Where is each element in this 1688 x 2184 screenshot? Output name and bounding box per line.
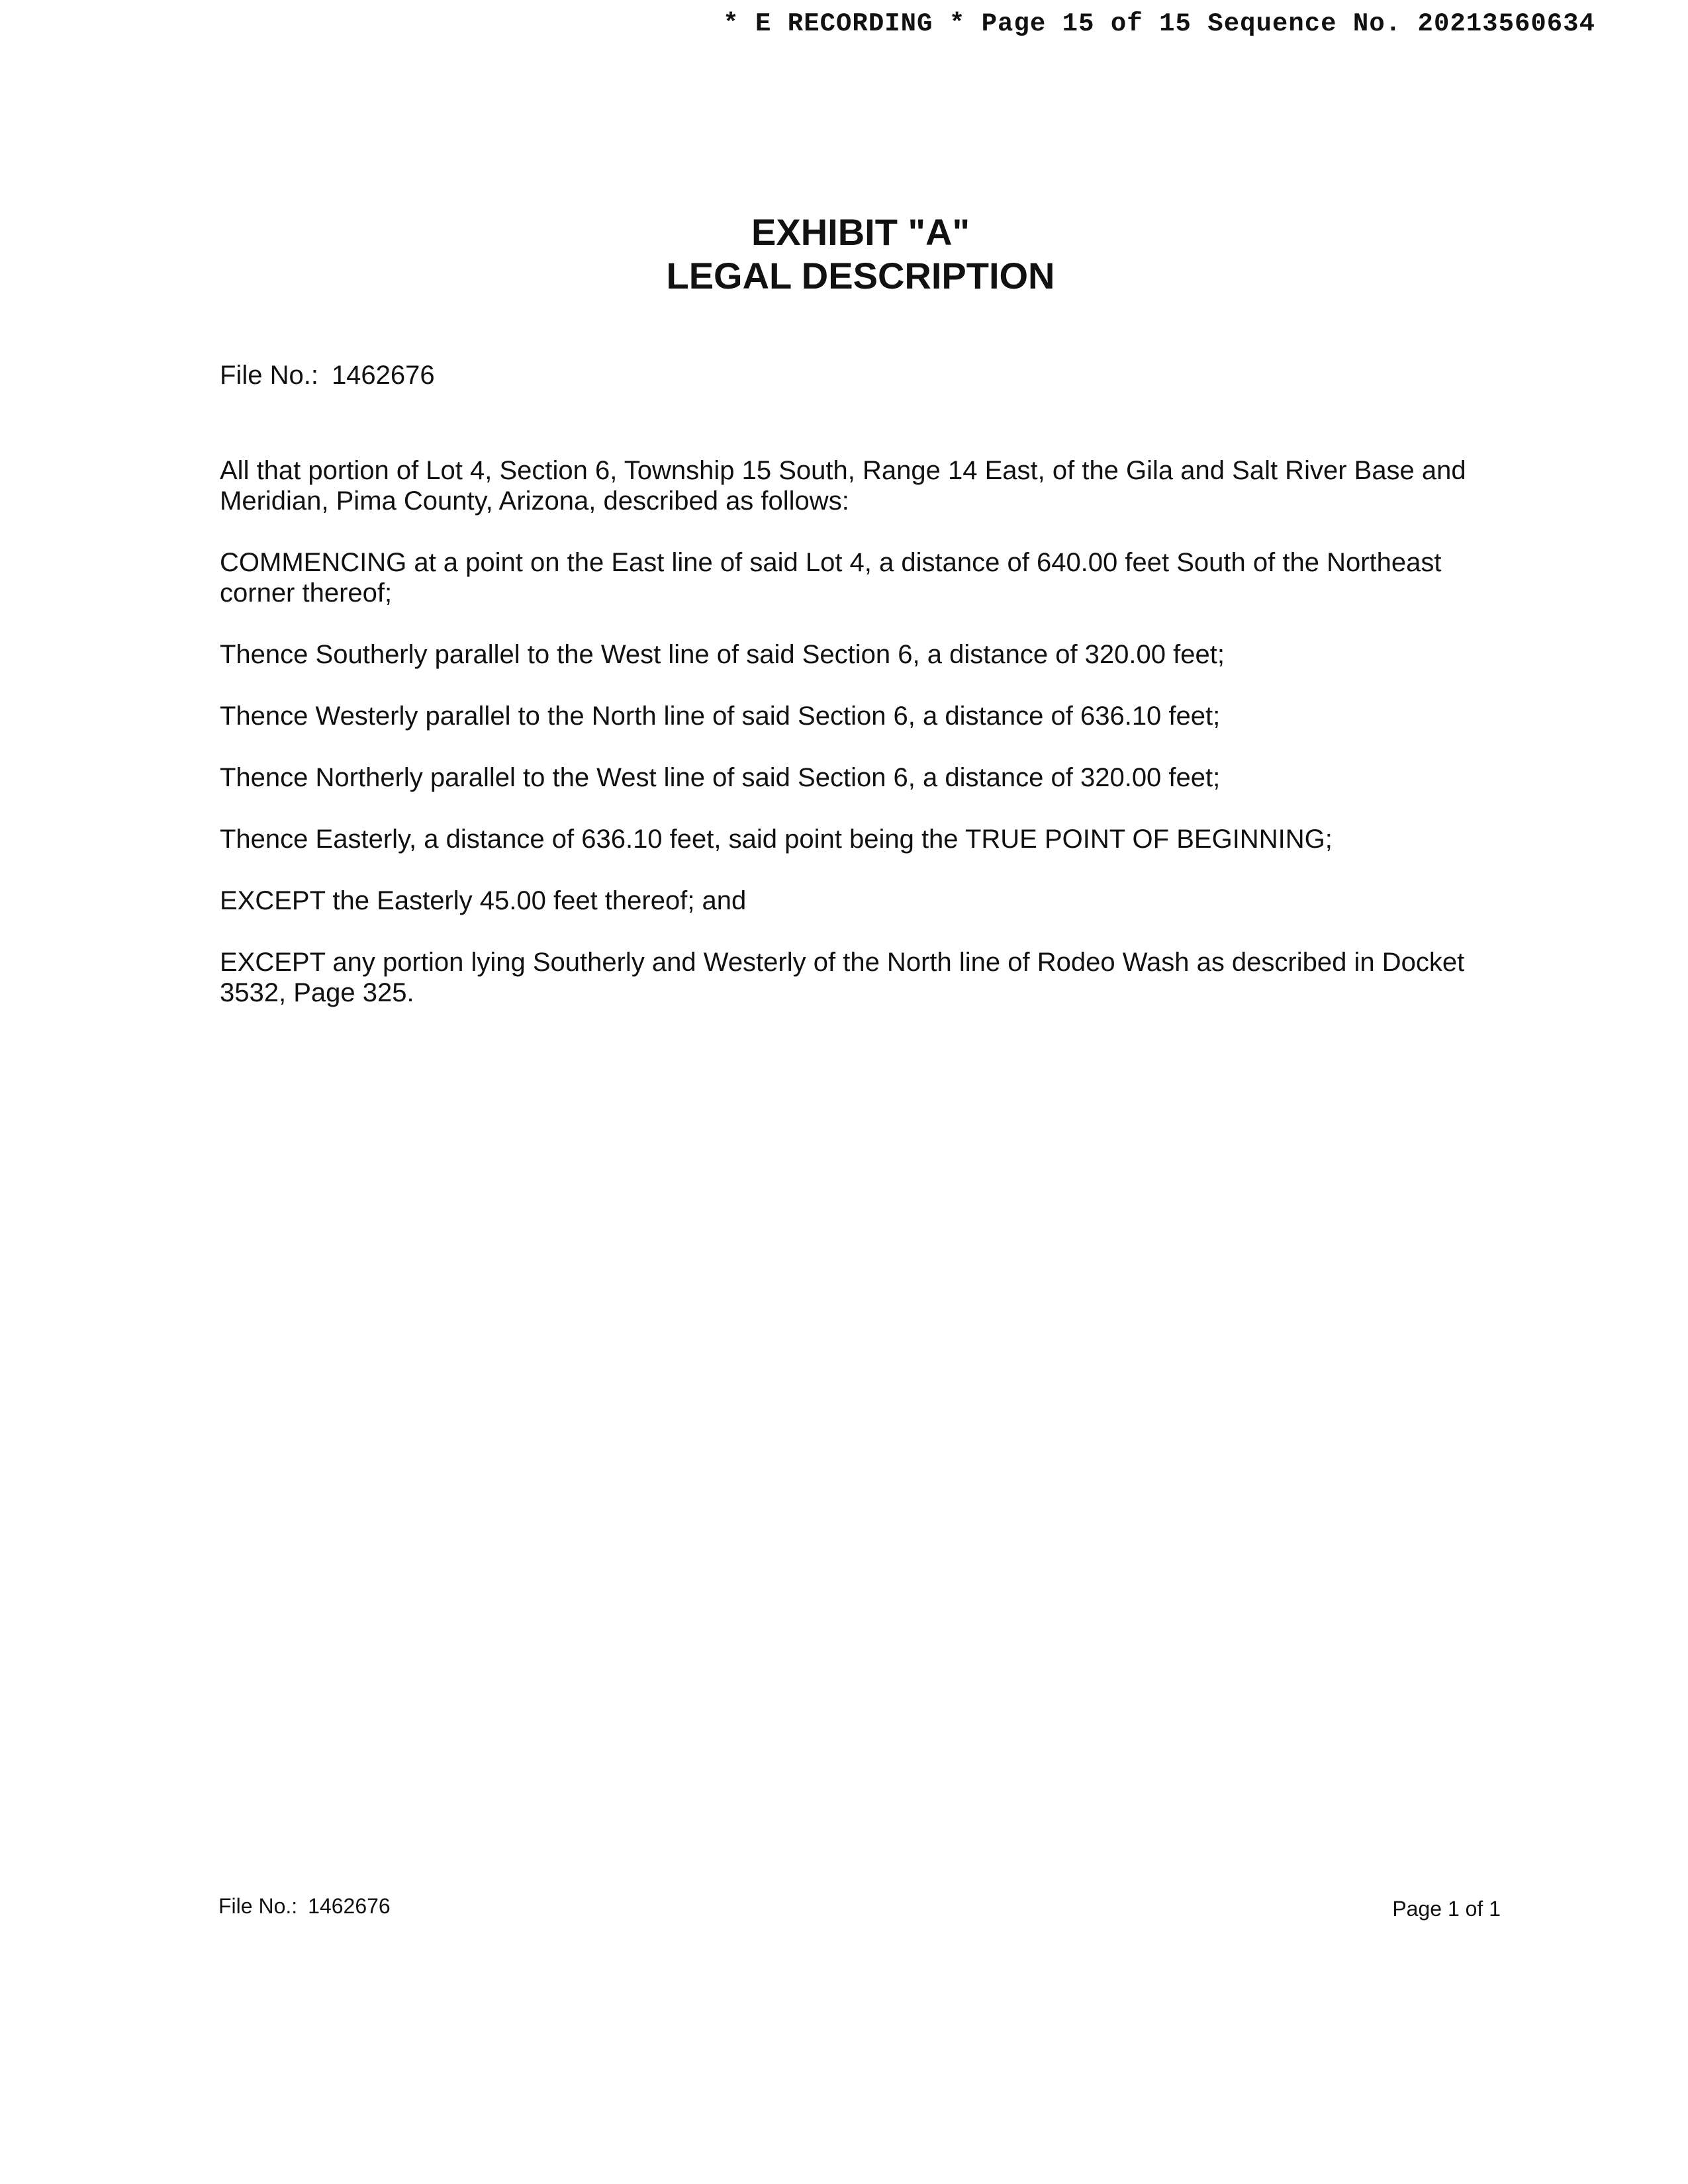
footer-file-number xyxy=(218,1894,391,1919)
document-title xyxy=(0,210,1688,298)
exhibit-heading: EXHIBIT "A" xyxy=(751,211,970,253)
description-paragraph: Thence Westerly parallel to the North line of said Section 6, a distance of 636.10 feet; xyxy=(220,702,1221,731)
description-paragraph: COMMENCING at a point on the East line of said Lot 4, a distance of 640.00 feet South of the Northeast corner thereof; xyxy=(220,548,1442,608)
description-paragraph: Thence Southerly parallel to the West line of said Section 6, a distance of 320.00 feet; xyxy=(220,640,1225,669)
recording-stamp: * E RECORDING * Page 15 of 15 Sequence No. 20213560634 xyxy=(723,9,1595,38)
description-paragraph: All that portion of Lot 4, Section 6, Township 15 South, Range 14 East, of the Gila and Salt River Base and Meridian, Pima County, Arizona, described as follows: xyxy=(220,456,1466,516)
description-paragraph: EXCEPT any portion lying Southerly and Westerly of the North line of Rodeo Wash as described in Docket 3532, Page 325. xyxy=(220,948,1465,1007)
footer-page-number: Page 1 of 1 xyxy=(1392,1897,1501,1921)
footer-file-value: 1462676 xyxy=(308,1894,391,1918)
description-paragraph: EXCEPT the Easterly 45.00 feet thereof; and xyxy=(220,886,747,915)
legal-description-heading: LEGAL DESCRIPTION xyxy=(666,255,1055,296)
description-paragraph: Thence Northerly parallel to the West line of said Section 6, a distance of 320.00 feet; xyxy=(220,763,1221,792)
file-number-label: File No.: xyxy=(220,361,318,390)
file-number-line xyxy=(220,361,435,390)
description-paragraph: Thence Easterly, a distance of 636.10 feet, said point being the TRUE POINT OF BEGINNING; xyxy=(220,825,1333,854)
footer-file-label: File No.: xyxy=(218,1894,298,1918)
legal-description-body xyxy=(220,455,1504,1039)
file-number-value: 1462676 xyxy=(331,361,435,390)
